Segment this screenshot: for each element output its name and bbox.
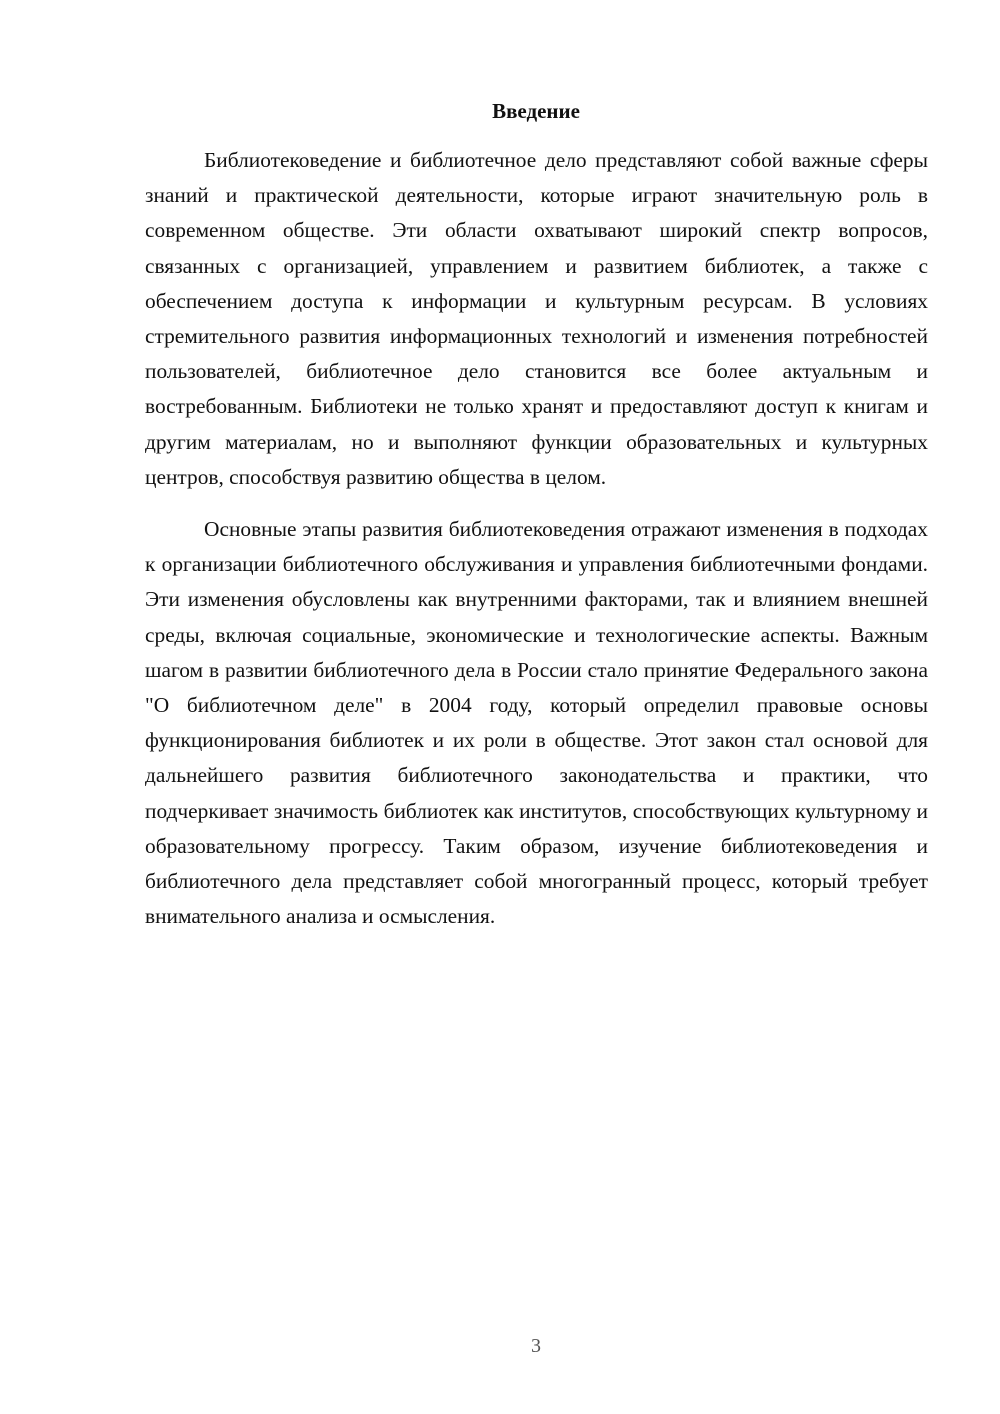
section-heading: Введение bbox=[492, 99, 580, 123]
paragraph-2: Основные этапы развития библиотековедения отражают изменения в подходах к организации библиотечного обслуживания и управления библиотечными фондами. Эти изменения обусловлены как внутренними факторами, так и влиянием внешней среды, включая социальные, экономические и технологические аспекты. Важным шагом в развитии библиотечного дела в России стало принятие Федерального закона "О библиотечном деле" в 2004 году, который определил правовые основы функционирования библиотек и их роли в обществе. Этот закон стал основой для дальнейшего развития библиотечного законодательства и практики, что подчеркивает значимость библиотек как институтов, способствующих культурному и образовательному прогрессу. Таким образом, изучение библиотековедения и библиотечного дела представляет собой многогранный процесс, который требует внимательного анализа и осмысления. bbox=[145, 517, 928, 929]
page-number: 3 bbox=[531, 1335, 541, 1357]
body-text bbox=[145, 143, 928, 934]
paragraph-1: Библиотековедение и библиотечное дело представляют собой важные сферы знаний и практической деятельности, которые играют значительную роль в современном обществе. Эти области охватывают широкий спектр вопросов, связанных с организацией, управлением и развитием библиотек, а также с обеспечением доступа к информации и культурным ресурсам. В условиях стремительного развития информационных технологий и изменения потребностей пользователей, библиотечное дело становится все более актуальным и востребованным. Библиотеки не только хранят и предоставляют доступ к книгам и другим материалам, но и выполняют функции образовательных и культурных центров, способствуя развитию общества в целом. bbox=[145, 148, 928, 489]
